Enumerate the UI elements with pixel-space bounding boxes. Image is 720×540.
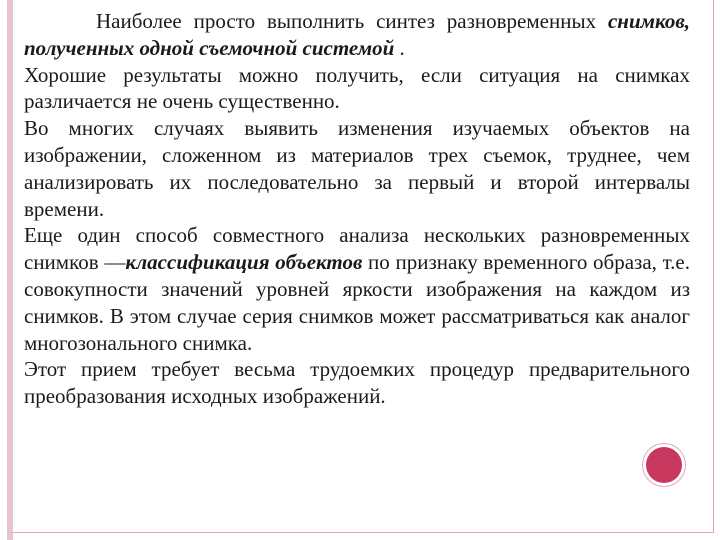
decorative-circle: [646, 447, 682, 483]
paragraph-classification-text: Еще один способ совместного анализа нескольких разновременных снимков —: [24, 223, 690, 275]
paragraph-preprocessing: Этот прием требует весьма трудоемких процедур предварительного преобразования исходных изображений.: [24, 357, 690, 409]
paragraph-intro-emphasis: снимков, полученных одной съемочной системой: [24, 9, 690, 60]
paragraph-intro-text: Наиболее просто выполнить синтез разновременных: [96, 9, 608, 33]
paragraph-good-results: Хорошие результаты можно получить, если ситуация на снимках различается не очень существенно.: [24, 62, 690, 114]
paragraph-classification-emphasis: классификация объектов: [125, 250, 363, 275]
slide-body-text: [24, 8, 690, 410]
paragraph-intro: [24, 8, 690, 62]
paragraph-changes: Во многих случаях выявить изменения изучаемых объектов на изображении, сложенном из материалов трех съемок, труднее, чем анализировать их последовательно за первый и второй интервалы времени.: [24, 116, 690, 221]
paragraph-classification: [24, 222, 690, 356]
paragraph-classification-end: по признаку временного образа, т.е. совокупности значений уровней яркости изображения на каждом из снимков. В этом случае серия снимков может рассматриваться как аналог многозонального снимка.: [24, 250, 690, 355]
paragraph-intro-end: .: [394, 35, 405, 60]
